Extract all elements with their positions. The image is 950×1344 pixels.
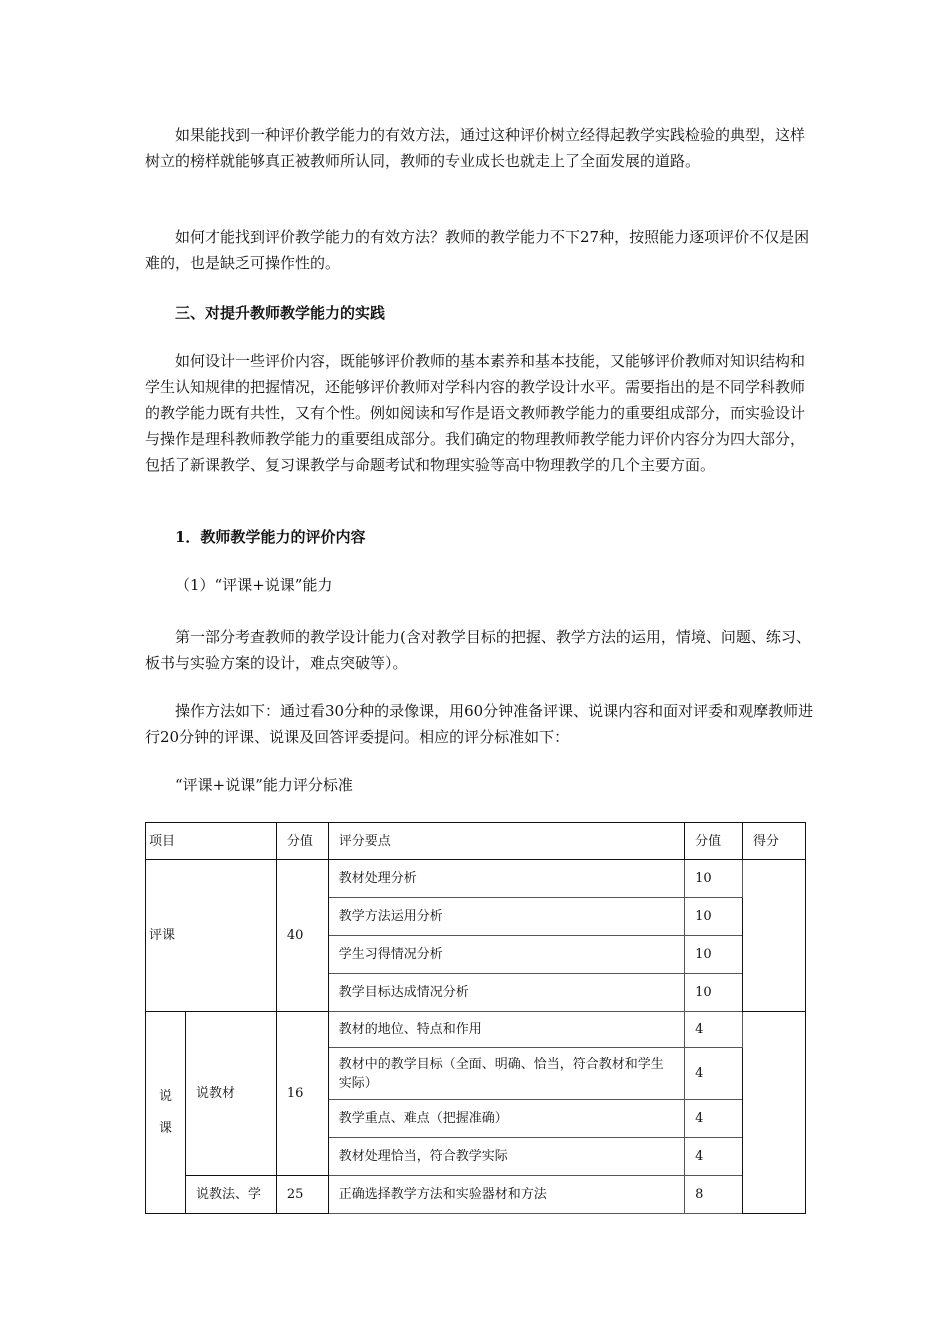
shuoke-score-cell [743, 1012, 806, 1214]
jiaocai-point-value: 4 [685, 1012, 743, 1048]
pingke-point-value: 10 [685, 860, 743, 898]
pingke-value: 40 [276, 860, 328, 1012]
scoring-table [145, 822, 806, 1214]
pingke-point: 教材处理分析 [328, 860, 684, 898]
pingke-point: 教学目标达成情况分析 [328, 974, 684, 1012]
shuo-jiaocai-value: 16 [276, 1012, 328, 1176]
header-item: 项目 [146, 823, 277, 860]
pingke-point-value: 10 [685, 936, 743, 974]
pingke-point: 教学方法运用分析 [328, 898, 684, 936]
paragraph-part-one: 第一部分考查教师的教学设计能力(含对教学目标的把握、教学方法的运用，情境、问题、练习、板书与实验方案的设计，难点突破等）。 [145, 628, 811, 672]
jiaocai-point-value: 4 [685, 1100, 743, 1138]
shuo-jiaofa-label: 说教法、学 [185, 1176, 276, 1214]
jiaocai-point: 教材的地位、特点和作用 [328, 1012, 684, 1048]
header-point-value: 分值 [685, 823, 743, 860]
pingke-point-value: 10 [685, 974, 743, 1012]
shuoke-label-char-2: 课 [158, 1120, 172, 1136]
paragraph-operation: 操作方法如下：通过看30分种的录像课，用60分钟准备评课、说课内容和面对评委和观摩教师进行20分钟的评课、说课及回答评委提问。相应的评分标准如下： [145, 702, 814, 746]
pingke-label: 评课 [146, 860, 277, 1012]
section-heading-3: 三、对提升教师教学能力的实践 [175, 304, 386, 322]
jiaocai-point: 教材中的教学目标（全面、明确、恰当，符合教材和学生实际） [328, 1048, 684, 1100]
pingke-point: 学生习得情况分析 [328, 936, 684, 974]
table-header-row [146, 823, 806, 860]
shuo-jiaofa-value: 25 [276, 1176, 328, 1214]
table-row [146, 1176, 806, 1214]
header-points: 评分要点 [328, 823, 684, 860]
jiaocai-point-value: 4 [685, 1138, 743, 1176]
pingke-score-cell [743, 860, 806, 1012]
jiaocai-point: 教学重点、难点（把握准确） [328, 1100, 684, 1138]
table-row [146, 860, 806, 898]
jiaofa-point: 正确选择教学方法和实验器材和方法 [328, 1176, 684, 1214]
jiaocai-point-value: 4 [685, 1048, 743, 1100]
subsection-heading-1: 1．教师教学能力的评价内容 [175, 528, 366, 546]
paragraph-question: 如何才能找到评价教学能力的有效方法？教师的教学能力不下27种，按照能力逐项评价不仅是困难的，也是缺乏可操作性的。 [145, 228, 810, 272]
pingke-point-value: 10 [685, 898, 743, 936]
paragraph-design: 如何设计一些评价内容，既能够评价教师的基本素养和基本技能，又能够评价教师对知识结构和学生认知规律的把握情况，还能够评价教师对学科内容的教学设计水平。需要指出的是不同学科教师的教学能力既有共性，又有个性。例如阅读和写作是语文教师教学能力的重要组成部分，而实验设计与操作是理科教师教学能力的重要组成部分。我们确定的物理教师教学能力评价内容分为四大部分，包括了新课教学、复习课教学与命题考试和物理实验等高中物理教学的几个主要方面。 [145, 352, 806, 474]
paragraph-intro: 如果能找到一种评价教学能力的有效方法，通过这种评价树立经得起教学实践检验的典型，这样树立的榜样就能够真正被教师所认同，教师的专业成长也就走上了全面发展的道路。 [145, 126, 806, 170]
header-score: 得分 [743, 823, 806, 860]
shuoke-label [146, 1012, 186, 1214]
table-title: “评课+说课”能力评分标准 [175, 776, 353, 794]
shuo-jiaocai-label: 说教材 [185, 1012, 276, 1176]
header-value: 分值 [276, 823, 328, 860]
subsection-title-pingke-shuoke: （1）“评课+说课”能力 [175, 576, 333, 594]
jiaocai-point: 教材处理恰当，符合教学实际 [328, 1138, 684, 1176]
shuoke-label-char-1: 说 [158, 1088, 172, 1104]
table-row [146, 1012, 806, 1048]
jiaofa-point-value: 8 [685, 1176, 743, 1214]
